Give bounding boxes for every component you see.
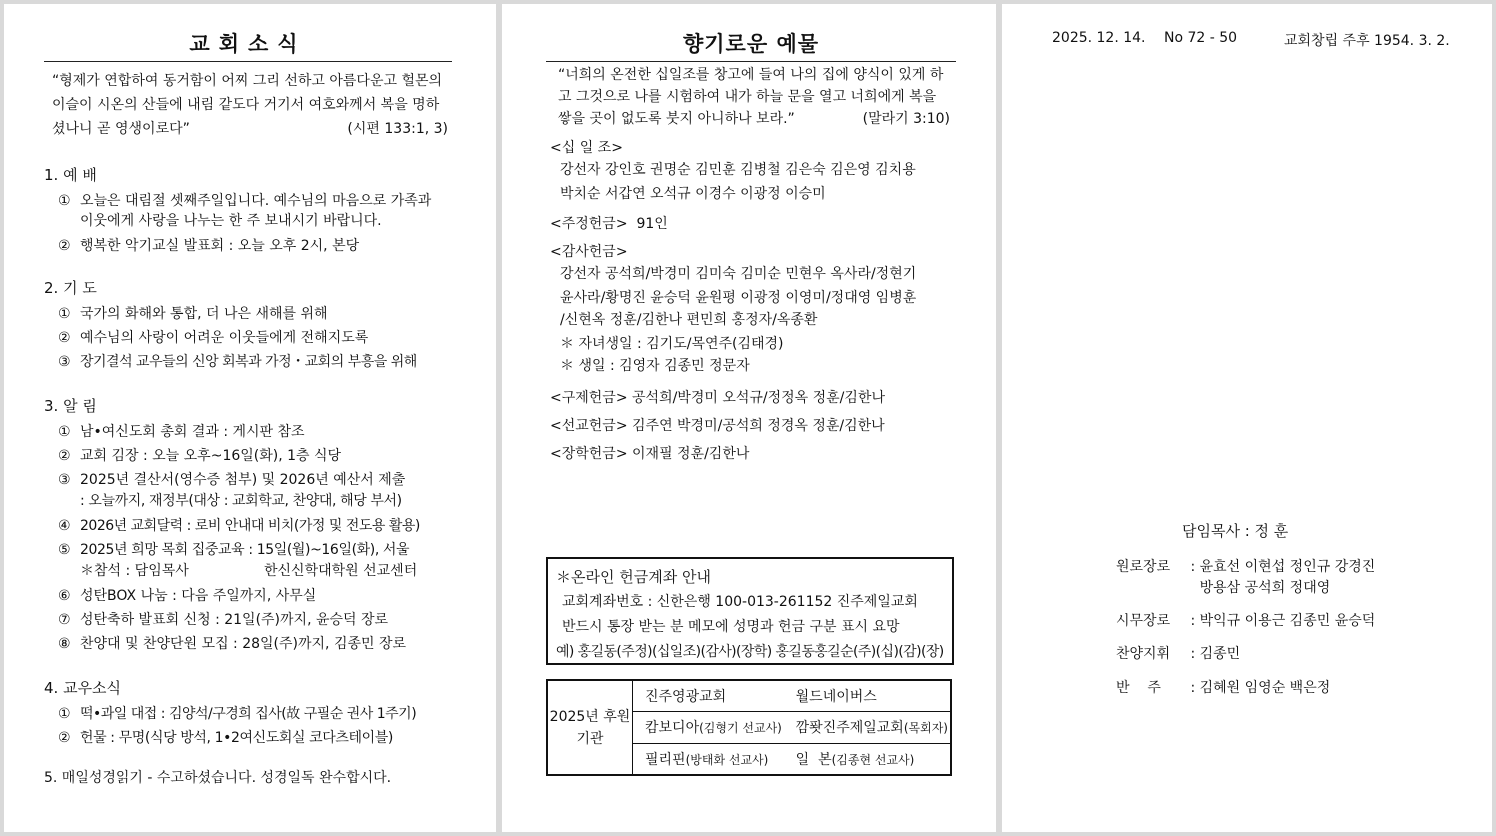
list-item-continuation: 이웃에게 사랑을 나누는 한 주 보내시기 바랍니다. bbox=[80, 213, 382, 229]
table-cell: 캄보디아(김형기 선교사) bbox=[633, 712, 784, 743]
memo-example: 예) 홍길동(주정)(십일조)(감사)(장학) 홍길동홍길순(주)(십)(감)(장) bbox=[556, 644, 944, 660]
list-item: ② 교회 김장 : 오늘 오후~16일(화), 1층 식당 bbox=[58, 448, 342, 464]
tithe-line: 박치순 서갑연 오석규 이경수 이광정 이승미 bbox=[560, 186, 826, 202]
list-item: ⑤ 2025년 희망 목회 집중교육 : 15일(월)~16일(화), 서울 bbox=[58, 542, 410, 558]
page-title: 향기로운 예물 bbox=[546, 28, 956, 62]
role-emeritus-elders: 원로장로 : 윤효선 이현섭 정인규 강경진 방용삼 공석희 정대영 bbox=[1116, 559, 1376, 596]
list-item: ① 오늘은 대림절 셋째주일입니다. 예수님의 마음으로 가족과 bbox=[58, 193, 432, 209]
verse-text: “형제가 연합하여 동거함이 어찌 그리 선하고 아름다운고 헐몬의 이슬이 시온의 산들에 내림 같도다 거기서 여호와께서 복을 명하셨나니 곧 영생이로다” bbox=[52, 73, 443, 137]
memo-note: 반드시 통장 받는 분 메모에 성명과 헌금 구분 표시 요망 bbox=[562, 619, 900, 635]
list-item: ⑥ 성탄BOX 나눔 : 다음 주일까지, 사무실 bbox=[58, 588, 317, 604]
role-accompanist: 반 주 : 김혜원 임영순 백은정 bbox=[1116, 680, 1331, 696]
section-heading-prayer: 2. 기 도 bbox=[44, 279, 97, 297]
scripture-verse bbox=[52, 69, 448, 141]
table-row bbox=[633, 681, 950, 712]
list-item: ② 행복한 악기교실 발표회 : 오늘 오후 2시, 본당 bbox=[58, 238, 360, 254]
thanks-line: 윤사라/황명진 윤승덕 윤원평 이광정 이영미/정대영 임병훈 bbox=[560, 290, 917, 306]
list-item-continuation: ＊참석 : 담임목사 bbox=[80, 563, 189, 579]
box-title: ＊온라인 헌금계좌 안내 bbox=[556, 568, 711, 586]
sponsor-table bbox=[546, 679, 952, 776]
section-heading-worship: 1. 예 배 bbox=[44, 166, 97, 184]
offering-page bbox=[502, 4, 996, 832]
list-item-continuation: : 오늘까지, 재정부(대상 : 교회학교, 찬양대, 해당 부서) bbox=[80, 493, 402, 509]
list-item: ① 떡•과일 대접 : 김양석/구경희 집사(故 구필순 권사 1주기) bbox=[58, 706, 417, 722]
table-cell: 월드네이버스 bbox=[795, 689, 877, 706]
relief-offering: <구제헌금> 공석희/박경미 오석규/정정옥 정훈/김한나 bbox=[550, 390, 885, 406]
table-cell: 일 본(김종현 선교사) bbox=[784, 743, 950, 774]
senior-pastor: 담임목사 : 정 훈 bbox=[1182, 522, 1289, 540]
section-heading-announcements: 3. 알 림 bbox=[44, 397, 97, 415]
sunday-offering: <주정헌금> 91인 bbox=[550, 216, 668, 232]
tithe-line: 강선자 강인호 권명순 김민훈 김병철 김은숙 김은영 김치용 bbox=[560, 162, 916, 178]
list-item: ③ 2025년 결산서(영수증 첨부) 및 2026년 예산서 제출 bbox=[58, 472, 406, 488]
list-item: ② 헌물 : 무명(식당 방석, 1•2여신도회실 코다츠테이블) bbox=[58, 730, 393, 746]
table-row bbox=[633, 712, 950, 743]
founding-date: 교회창립 주후 1954. 3. 2. bbox=[1284, 33, 1450, 49]
thanks-line: 강선자 공석희/박경미 김미숙 김미순 민현우 옥사라/정현기 bbox=[560, 266, 917, 282]
list-item: ⑦ 성탄축하 발표회 신청 : 21일(주)까지, 윤승덕 장로 bbox=[58, 612, 389, 628]
church-news-page bbox=[4, 4, 496, 832]
birthday: ＊ 생일 : 김영자 김종민 정문자 bbox=[560, 358, 750, 374]
table-cell: 필리핀(방태화 선교사) bbox=[633, 743, 784, 774]
children-birthday: ＊ 자녀생일 : 김기도/목연주(김태경) bbox=[560, 336, 784, 352]
list-item: ⑧ 찬양대 및 찬양단원 모집 : 28일(주)까지, 김종민 장로 bbox=[58, 636, 407, 652]
section-heading-bible-reading: 5. 매일성경읽기 - 수고하셨습니다. 성경일독 완수합시다. bbox=[44, 770, 392, 786]
role-active-elders: 시무장로 : 박익규 이용근 김종민 윤승덕 bbox=[1116, 613, 1376, 629]
online-account-box bbox=[546, 557, 954, 665]
list-item: ④ 2026년 교회달력 : 로비 안내대 비치(가정 및 전도용 활용) bbox=[58, 518, 420, 534]
sponsor-label: 2025년 후원기관 bbox=[548, 681, 633, 774]
list-item-continuation: 한신신학대학원 선교센터 bbox=[264, 563, 418, 579]
page-title: 교회소식 bbox=[44, 28, 452, 62]
list-item: ② 예수님의 사랑이 어려운 이웃들에게 전해지도록 bbox=[58, 330, 369, 346]
list-item: ③ 장기결석 교우들의 신앙 회복과 가정・교회의 부흥을 위해 bbox=[58, 354, 417, 370]
scripture-verse bbox=[558, 64, 950, 130]
list-item: ① 국가의 화해와 통합, 더 나은 새해를 위해 bbox=[58, 306, 328, 322]
scholarship-offering: <장학헌금> 이재필 정훈/김한나 bbox=[550, 446, 750, 462]
verse-text: “너희의 온전한 십일조를 창고에 들여 나의 집에 양식이 있게 하고 그것으로 나를 시험하여 내가 하늘 문을 열고 너희에게 복을 쌓을 곳이 없도록 붓지 아니하나 보라.” bbox=[558, 67, 944, 127]
table-row bbox=[633, 743, 950, 774]
thanks-line: /신현옥 정훈/김한나 편민희 홍정자/옥종환 bbox=[560, 312, 818, 328]
table-cell: 진주영광교회 bbox=[645, 689, 727, 706]
tithe-label: <십 일 조> bbox=[550, 140, 623, 156]
verse-reference: (시편 133:1, 3) bbox=[347, 121, 448, 137]
section-heading-member-news: 4. 교우소식 bbox=[44, 679, 122, 697]
account-number: 교회계좌번호 : 신한은행 100-013-261152 진주제일교회 bbox=[562, 594, 918, 610]
thanks-label: <감사헌금> bbox=[550, 244, 628, 260]
list-item: ① 남•여신도회 총회 결과 : 게시판 참조 bbox=[58, 424, 305, 440]
role-choir-director: 찬양지휘 : 김종민 bbox=[1116, 646, 1241, 662]
bulletin-date: 2025. 12. 14. bbox=[1052, 30, 1146, 46]
verse-reference: (말라기 3:10) bbox=[862, 111, 950, 127]
mission-offering: <선교헌금> 김주연 박경미/공석희 정경옥 정훈/김한나 bbox=[550, 418, 885, 434]
issue-number: No 72 - 50 bbox=[1164, 30, 1238, 46]
church-info-page bbox=[1002, 4, 1492, 832]
table-cell: 깜퐛진주제일교회(목회자) bbox=[784, 712, 950, 743]
